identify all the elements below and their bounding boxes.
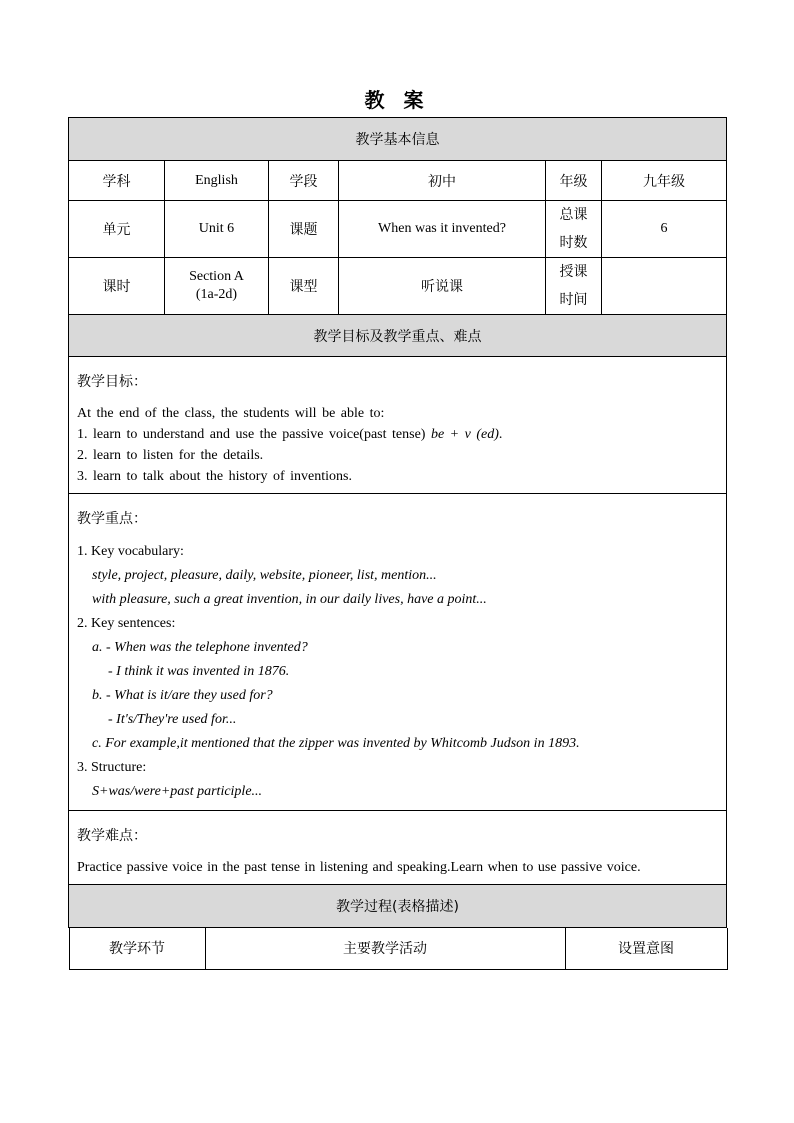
type-value: 听说课 [339, 258, 546, 315]
total-hours-label-line2: 时数 [559, 235, 588, 251]
difficulties-text: Practice passive voice in the past tense in listening and speaking.Learn when to use passive voice. [77, 860, 641, 875]
objective-item-3: 3. learn to talk about the history of inventions. [77, 469, 352, 484]
grade-value: 九年级 [602, 161, 727, 201]
vocab-line-2: with pleasure, such a great invention, in our daily lives, have a point... [92, 592, 487, 607]
objectives-block [69, 357, 727, 494]
process-header-stage: 教学环节 [69, 928, 205, 969]
structure-formula: S+was/were+past participle... [92, 784, 263, 799]
sentence-a-answer: - I think it was invented in 1876. [108, 664, 290, 679]
section-basic-info: 教学基本信息 [69, 118, 727, 161]
class-time-label-line1: 授课 [559, 264, 588, 280]
unit-value: Unit 6 [165, 201, 269, 258]
objectives-header: 教学目标： [77, 374, 147, 390]
objectives-intro: At the end of the class, the students will be able to: [77, 406, 385, 421]
vocab-line-1: style, project, pleasure, daily, website, pioneer, list, mention... [92, 568, 437, 583]
difficulties-block [69, 811, 727, 885]
section-goals: 教学目标及教学重点、难点 [69, 315, 727, 357]
grade-label: 年级 [546, 161, 602, 201]
sentence-c: c. For example,it mentioned that the zipper was invented by Whitcomb Judson in 1893. [92, 736, 580, 751]
class-time-label-line2: 时间 [559, 292, 588, 308]
key-points-block [69, 494, 727, 811]
process-table [69, 928, 728, 970]
total-hours-value: 6 [602, 201, 727, 258]
type-label: 课型 [269, 258, 339, 315]
unit-label: 单元 [69, 201, 165, 258]
objective-item-1-end: . [498, 427, 503, 442]
class-time-label [546, 258, 602, 315]
total-hours-label [546, 201, 602, 258]
stage-value: 初中 [339, 161, 546, 201]
page-title: 教 案 [364, 88, 430, 112]
objective-item-1-text: 1. learn to understand and use the passive voice(past tense) [77, 427, 431, 442]
structure-label: 3. Structure: [77, 760, 147, 775]
topic-value: When was it invented? [339, 201, 546, 258]
lesson-plan-table [68, 117, 727, 970]
period-value-line1: Section A [189, 269, 244, 284]
subject-label: 学科 [69, 161, 165, 201]
objective-item-1-formula: be + v (ed) [430, 427, 499, 442]
difficulties-header: 教学难点： [77, 828, 147, 844]
sentence-a-question: a. - When was the telephone invented? [92, 640, 308, 655]
process-header-activity: 主要教学活动 [205, 928, 565, 969]
period-value [165, 258, 269, 315]
vocab-label: 1. Key vocabulary: [77, 544, 184, 559]
subject-value: English [165, 161, 269, 201]
class-time-value [602, 258, 727, 315]
sentences-label: 2. Key sentences: [77, 616, 176, 631]
period-value-line2: (1a-2d) [195, 287, 238, 302]
key-points-header: 教学重点： [77, 511, 147, 527]
sentence-b-answer: - It's/They're used for... [108, 712, 237, 727]
objective-item-2: 2. learn to listen for the details. [77, 448, 264, 463]
objective-item-1 [77, 424, 718, 445]
sentence-b-question: b. - What is it/are they used for? [92, 688, 273, 703]
topic-label: 课题 [269, 201, 339, 258]
period-label: 课时 [69, 258, 165, 315]
stage-label: 学段 [269, 161, 339, 201]
section-process: 教学过程(表格描述) [69, 885, 727, 928]
total-hours-label-line1: 总课 [559, 207, 588, 223]
process-header-intent: 设置意图 [565, 928, 727, 969]
